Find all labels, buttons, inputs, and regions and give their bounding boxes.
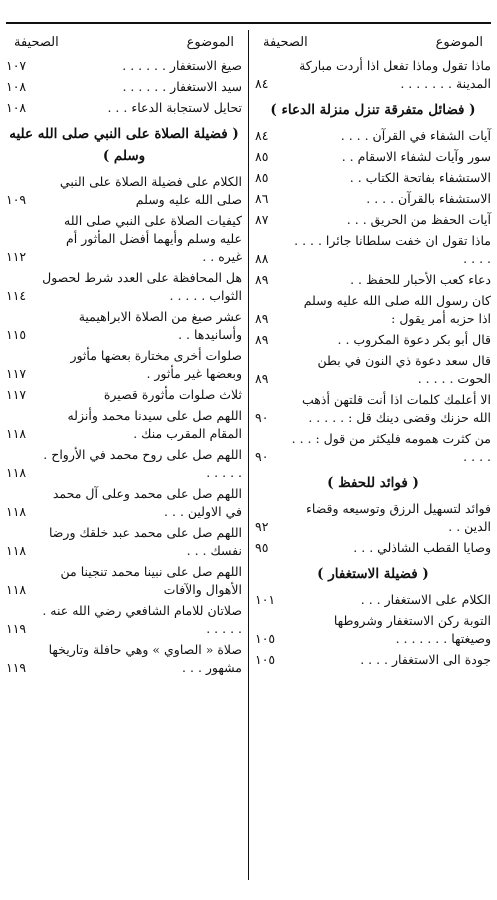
entry-title: سور وآيات لشفاء الاسقام . . [341,149,491,164]
index-entry [255,211,491,229]
index-entry [6,602,242,638]
index-entry [255,391,491,427]
entry-page-number: ٨٤ [255,76,269,91]
entry-title: جودة الى الاستغفار . . . . [360,652,491,667]
entry-title: الكلام على الاستغفار . . . [360,592,491,607]
index-entry [255,57,491,93]
index-entry [6,212,242,266]
entry-page-number: ٩٠ [255,410,269,425]
index-entry [6,78,242,96]
entry-page-number: ١٠٩ [6,192,27,207]
entry-title: صلاتان للامام الشافعي رضي الله عنه . . . . . . [42,603,242,636]
header-subject: الموضوع [186,34,234,50]
index-entry [6,386,242,404]
entry-page-number: ١٠٧ [6,58,27,73]
index-entry [255,539,491,557]
top-rule [6,22,491,24]
left-rows [6,57,242,677]
entry-page-number: ١١٧ [6,387,27,402]
entry-title: آيات الحفظ من الحريق . . . [346,212,491,227]
left-column [6,30,242,880]
index-entry [6,347,242,383]
entry-title: ماذا تقول ان خفت سلطانا جائرا . . . . . . . . [294,233,491,266]
header-subject: الموضوع [435,34,483,50]
header-page: الصحيفة [14,34,59,50]
index-entry [6,407,242,443]
entry-title: ماذا تقول وماذا تفعل اذا أردت مباركة المدينة . . . . . . . [299,58,491,91]
entry-page-number: ١١٨ [6,504,27,519]
entry-page-number: ١١٨ [6,582,27,597]
right-column [255,30,491,880]
entry-title: هل المحافظة على العدد شرط لحصول الثواب . . . . . [42,270,242,303]
section-heading: ( فضائل متفرقة تنزل منزلة الدعاء ) [270,102,476,118]
section-heading: ( فوائد للحفظ ) [327,475,419,491]
index-entry [6,524,242,560]
entry-page-number: ٨٥ [255,149,269,164]
entry-page-number: ٩٠ [255,449,269,464]
index-entry [255,190,491,208]
index-entry [255,500,491,536]
entry-title: صلاة « الصاوي » وهي حافلة وتاريخها مشهور . . . [48,642,242,675]
entry-page-number: ٨٨ [255,251,269,266]
entry-page-number: ٩٥ [255,540,269,555]
index-entry [6,485,242,521]
entry-title: اللهم صل على روح محمد في الأرواح . . . . . . [43,447,242,480]
entry-page-number: ١٠٨ [6,100,27,115]
index-entry [255,169,491,187]
entry-title: عشر صيغ من الصلاة الابراهيمية وأسانيدها . . [78,309,242,342]
entry-title: الا أعلمك كلمات اذا أنت قلتهن أذهب الله حزنك وقضى دينك قل : . . . . . [302,392,491,425]
entry-page-number: ٨٧ [255,212,269,227]
entry-title: الكلام على فضيلة الصلاة على النبي صلى الله عليه وسلم [59,174,242,207]
section-heading: ( فضيلة الصلاة على النبي صلى الله عليه وسلم ) [9,126,239,164]
index-entry [255,127,491,145]
index-entry [6,99,242,117]
entry-title: صلوات أخرى مختارة بعضها مأثور وبعضها غير مأثور . [70,348,242,381]
entry-title: ثلاث صلوات مأثورة قصيرة [103,387,242,402]
entry-page-number: ١٠٥ [255,631,276,646]
index-entry [6,446,242,482]
entry-title: اللهم صل على محمد وعلى آل محمد في الاولين . . . [52,486,242,519]
entry-page-number: ١٠٨ [6,79,27,94]
entry-page-number: ٨٩ [255,371,269,386]
entry-title: الاستشفاء بالقرآن . . . . [366,191,491,206]
entry-title: سيد الاستغفار . . . . . . [122,79,242,94]
entry-title: اللهم صل على سيدنا محمد وأنزله المقام المقرب منك . [67,408,242,441]
entry-title: آيات الشفاء في القرآن . . . . [340,128,491,143]
entry-title: تحايل لاستجابة الدعاء . . . [107,100,242,115]
entry-title: من كثرت همومه فليكثر من قول : . . . . . . . [291,431,491,464]
left-column-header [6,30,242,54]
entry-page-number: ١٠١ [255,592,276,607]
entry-page-number: ١١٨ [6,465,27,480]
header-page: الصحيفة [263,34,308,50]
entry-page-number: ٨٦ [255,191,269,206]
entry-page-number: ٨٩ [255,272,269,287]
entry-title: فوائد لتسهيل الرزق وتوسيعه وقضاء الدين . . [306,501,491,534]
entry-page-number: ٩٢ [255,519,269,534]
entry-title: كان رسول الله صلى الله عليه وسلم اذا حزبه أمر يقول : [303,293,491,326]
entry-title: وصايا القطب الشاذلي . . . [353,540,491,555]
index-entry [6,308,242,344]
index-entry [255,232,491,268]
entry-title: الاستشفاء بفاتحة الكتاب . . [349,170,491,185]
entry-page-number: ١١٩ [6,660,27,675]
index-entry [255,651,491,669]
entry-page-number: ١١٧ [6,366,27,381]
section-heading: ( فضيلة الاستغفار ) [317,566,429,582]
entry-page-number: ١١٥ [6,327,27,342]
index-entry [255,148,491,166]
column-divider [248,30,249,880]
entry-title: اللهم صل على محمد عبد خلقك ورضا نفسك . . . [49,525,242,558]
entry-title: كيفيات الصلاة على النبي صلى الله عليه وسلم وأيهما أفضل المأثور أم غيره . . [64,213,242,264]
entry-title: صيغ الاستغفار . . . . . . [122,58,242,73]
right-column-header [255,30,491,54]
entry-page-number: ٨٥ [255,170,269,185]
entry-page-number: ١٠٥ [255,652,276,667]
index-entry [255,612,491,648]
index-entry [6,641,242,677]
entry-page-number: ٨٩ [255,311,269,326]
index-entry [255,591,491,609]
entry-title: دعاء كعب الأحبار للحفظ . . [350,272,491,287]
entry-page-number: ١١٩ [6,621,27,636]
index-entry [6,563,242,599]
index-entry [255,352,491,388]
index-entry [255,271,491,289]
index-entry [6,269,242,305]
index-entry [255,292,491,328]
index-entry [6,57,242,75]
entry-title: التوبة ركن الاستغفار وشروطها وصيغتها . . . . . . . [333,613,491,646]
entry-title: قال سعد دعوة ذي النون في بطن الحوت . . . . . [317,353,491,386]
entry-page-number: ١١٨ [6,426,27,441]
entry-page-number: ١١٤ [6,288,27,303]
index-entry [255,430,491,466]
entry-title: قال أبو بكر دعوة المكروب . . [337,332,491,347]
entry-page-number: ٨٩ [255,332,269,347]
index-entry [6,173,242,209]
entry-title: اللهم صل على نبينا محمد تنجينا من الأهوال والآفات [60,564,242,597]
right-rows [255,57,491,669]
entry-page-number: ١١٢ [6,249,27,264]
entry-page-number: ١١٨ [6,543,27,558]
index-entry [255,331,491,349]
entry-page-number: ٨٤ [255,128,269,143]
